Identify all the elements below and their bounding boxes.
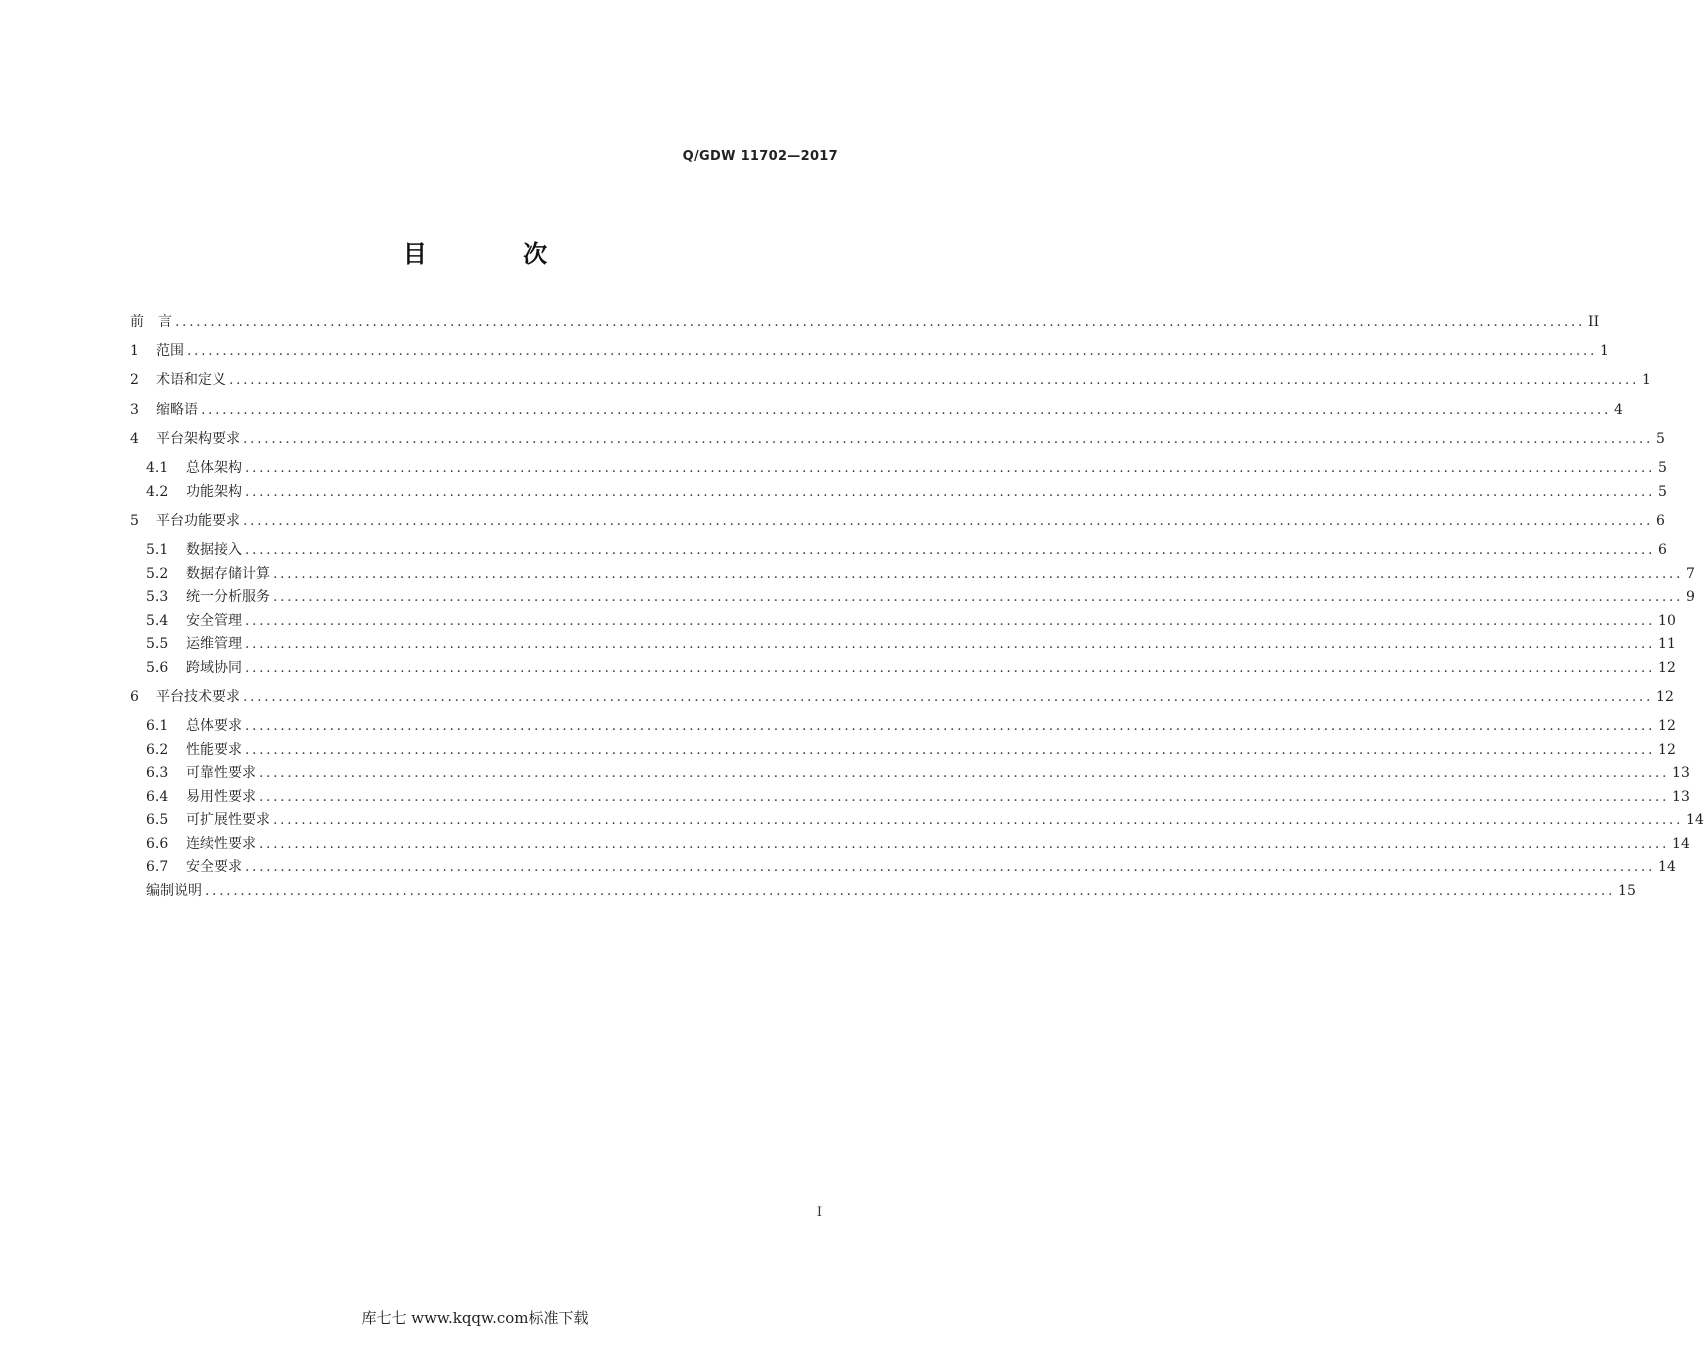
- toc-entry-number: 6.2: [146, 742, 169, 758]
- toc-dot-leader: ........................................................................................................................................................................................................: [259, 836, 1670, 852]
- toc-entry-number: 6.7: [146, 859, 169, 875]
- toc-entry-page: 12: [1658, 718, 1676, 734]
- toc-dot-leader: ........................................................................................................................................................................................................: [243, 689, 1654, 705]
- toc-dot-leader: ........................................................................................................................................................................................................: [245, 460, 1656, 476]
- toc-entry[interactable]: [146, 763, 1690, 783]
- toc-entry[interactable]: [130, 312, 1600, 332]
- toc-entry[interactable]: [146, 857, 1676, 877]
- toc-entry[interactable]: [146, 634, 1676, 654]
- toc-dot-leader: ........................................................................................................................................................................................................: [175, 314, 1586, 330]
- toc-entry-number: 5.4: [146, 613, 169, 629]
- toc-dot-leader: ........................................................................................................................................................................................................: [205, 883, 1616, 899]
- toc-entry-page: 14: [1658, 859, 1676, 875]
- toc-dot-leader: ........................................................................................................................................................................................................: [245, 542, 1656, 558]
- toc-dot-leader: ........................................................................................................................................................................................................: [243, 431, 1654, 447]
- toc-dot-leader: ........................................................................................................................................................................................................: [245, 859, 1656, 875]
- toc-entry-number: 5.1: [146, 542, 169, 558]
- toc-entry-page: 13: [1672, 765, 1690, 781]
- toc-entry[interactable]: [146, 881, 1636, 901]
- toc-entry[interactable]: [146, 658, 1676, 678]
- toc-entry-page: 12: [1658, 742, 1676, 758]
- toc-dot-leader: ........................................................................................................................................................................................................: [259, 765, 1670, 781]
- toc-entry-label: 数据存储计算: [186, 566, 270, 582]
- toc-entry-page: 6: [1656, 513, 1665, 529]
- toc-entry-number: 5.3: [146, 589, 169, 605]
- toc-dot-leader: ........................................................................................................................................................................................................: [229, 372, 1640, 388]
- toc-entry-page: 6: [1658, 542, 1667, 558]
- toc-entry-label: 平台功能要求: [156, 513, 240, 529]
- toc-entry-page: 5: [1658, 484, 1667, 500]
- toc-entry-number: 6.4: [146, 789, 169, 805]
- toc-entry-label: 总体要求: [186, 718, 242, 734]
- toc-dot-leader: ........................................................................................................................................................................................................: [273, 589, 1684, 605]
- toc-dot-leader: ........................................................................................................................................................................................................: [245, 742, 1656, 758]
- standard-code: Q/GDW 11702—2017: [682, 149, 838, 164]
- toc-entry-label: 数据接入: [186, 542, 242, 558]
- toc-dot-leader: ........................................................................................................................................................................................................: [245, 660, 1656, 676]
- toc-entry[interactable]: [146, 834, 1690, 854]
- toc-entry-number: 6.5: [146, 812, 169, 828]
- toc-entry-number: 4.2: [146, 484, 169, 500]
- toc-entry-page: 13: [1672, 789, 1690, 805]
- toc-entry-label: 术语和定义: [156, 372, 226, 388]
- toc-entry[interactable]: [130, 341, 1609, 361]
- toc-entry-number: 5: [130, 513, 139, 529]
- toc-entry-number: 3: [130, 402, 139, 418]
- toc-entry[interactable]: [146, 458, 1667, 478]
- toc-dot-leader: ........................................................................................................................................................................................................: [245, 613, 1656, 629]
- toc-entry-number: 5.5: [146, 636, 169, 652]
- toc-entry-page: 11: [1658, 636, 1676, 652]
- toc-entry-label: 易用性要求: [186, 789, 256, 805]
- toc-entry-page: 12: [1658, 660, 1676, 676]
- toc-dot-leader: ........................................................................................................................................................................................................: [259, 789, 1670, 805]
- toc-entry-number: 1: [130, 343, 139, 359]
- toc-entry-number: 4: [130, 431, 139, 447]
- toc-entry[interactable]: [146, 740, 1676, 760]
- toc-entry-page: 5: [1658, 460, 1667, 476]
- toc-entry-label: 安全要求: [186, 859, 242, 875]
- page-number: I: [816, 1205, 822, 1220]
- toc-entry[interactable]: [130, 370, 1651, 390]
- toc-entry-page: 5: [1656, 431, 1665, 447]
- toc-entry-page: 7: [1686, 566, 1695, 582]
- toc-entry-page: II: [1588, 314, 1600, 330]
- toc-entry-page: 14: [1672, 836, 1690, 852]
- toc-entry-page: 15: [1618, 883, 1636, 899]
- toc-entry-label: 前 言: [130, 314, 172, 330]
- toc-entry-label: 连续性要求: [186, 836, 256, 852]
- toc-entry-number: 5.6: [146, 660, 169, 676]
- toc-entry-label: 总体架构: [186, 460, 242, 476]
- toc-entry-label: 安全管理: [186, 613, 242, 629]
- toc-entry-label: 范围: [156, 343, 184, 359]
- toc-entry-label: 统一分析服务: [186, 589, 270, 605]
- toc-entry-page: 14: [1686, 812, 1704, 828]
- toc-entry-page: 10: [1658, 613, 1676, 629]
- toc-entry-label: 缩略语: [156, 402, 198, 418]
- toc-entry-page: 1: [1642, 372, 1651, 388]
- toc-dot-leader: ........................................................................................................................................................................................................: [245, 718, 1656, 734]
- toc-entry-page: 9: [1686, 589, 1695, 605]
- toc-entry[interactable]: [146, 716, 1676, 736]
- toc-title: 目 次: [402, 240, 592, 268]
- toc-entry-label: 运维管理: [186, 636, 242, 652]
- toc-entry[interactable]: [146, 810, 1704, 830]
- toc-entry[interactable]: [146, 482, 1667, 502]
- toc-dot-leader: ........................................................................................................................................................................................................: [273, 566, 1684, 582]
- toc-entry[interactable]: [130, 400, 1623, 420]
- toc-entry-label: 跨域协同: [186, 660, 242, 676]
- toc-entry-number: 6.6: [146, 836, 169, 852]
- toc-entry-number: 6: [130, 689, 139, 705]
- toc-entry[interactable]: [146, 787, 1690, 807]
- toc-entry[interactable]: [130, 687, 1674, 707]
- toc-dot-leader: ........................................................................................................................................................................................................: [243, 513, 1654, 529]
- toc-entry-number: 2: [130, 372, 139, 388]
- toc-entry-page: 1: [1600, 343, 1609, 359]
- toc-dot-leader: ........................................................................................................................................................................................................: [245, 484, 1656, 500]
- toc-entry-page: 12: [1656, 689, 1674, 705]
- toc-entry-label: 编制说明: [146, 883, 202, 899]
- toc-entry-label: 可扩展性要求: [186, 812, 270, 828]
- download-footer: 库七七 www.kqqw.com标准下载: [361, 1309, 589, 1327]
- toc-entry-number: 4.1: [146, 460, 169, 476]
- toc-entry[interactable]: [146, 611, 1676, 631]
- toc-entry-label: 性能要求: [186, 742, 242, 758]
- toc-dot-leader: ........................................................................................................................................................................................................: [245, 636, 1656, 652]
- toc-entry-label: 平台架构要求: [156, 431, 240, 447]
- toc-entry-number: 6.1: [146, 718, 169, 734]
- toc-entry-page: 4: [1614, 402, 1623, 418]
- toc-entry-label: 功能架构: [186, 484, 242, 500]
- toc-entry-number: 6.3: [146, 765, 169, 781]
- toc-entry[interactable]: [130, 511, 1665, 531]
- toc-entry[interactable]: [130, 429, 1665, 449]
- toc-entry[interactable]: [146, 564, 1695, 584]
- toc-entry-label: 可靠性要求: [186, 765, 256, 781]
- toc-entry-label: 平台技术要求: [156, 689, 240, 705]
- toc-dot-leader: ........................................................................................................................................................................................................: [201, 402, 1612, 418]
- toc-entry[interactable]: [146, 587, 1695, 607]
- toc-entry-number: 5.2: [146, 566, 169, 582]
- toc-dot-leader: ........................................................................................................................................................................................................: [273, 812, 1684, 828]
- toc-entry[interactable]: [146, 540, 1667, 560]
- toc-dot-leader: ........................................................................................................................................................................................................: [187, 343, 1598, 359]
